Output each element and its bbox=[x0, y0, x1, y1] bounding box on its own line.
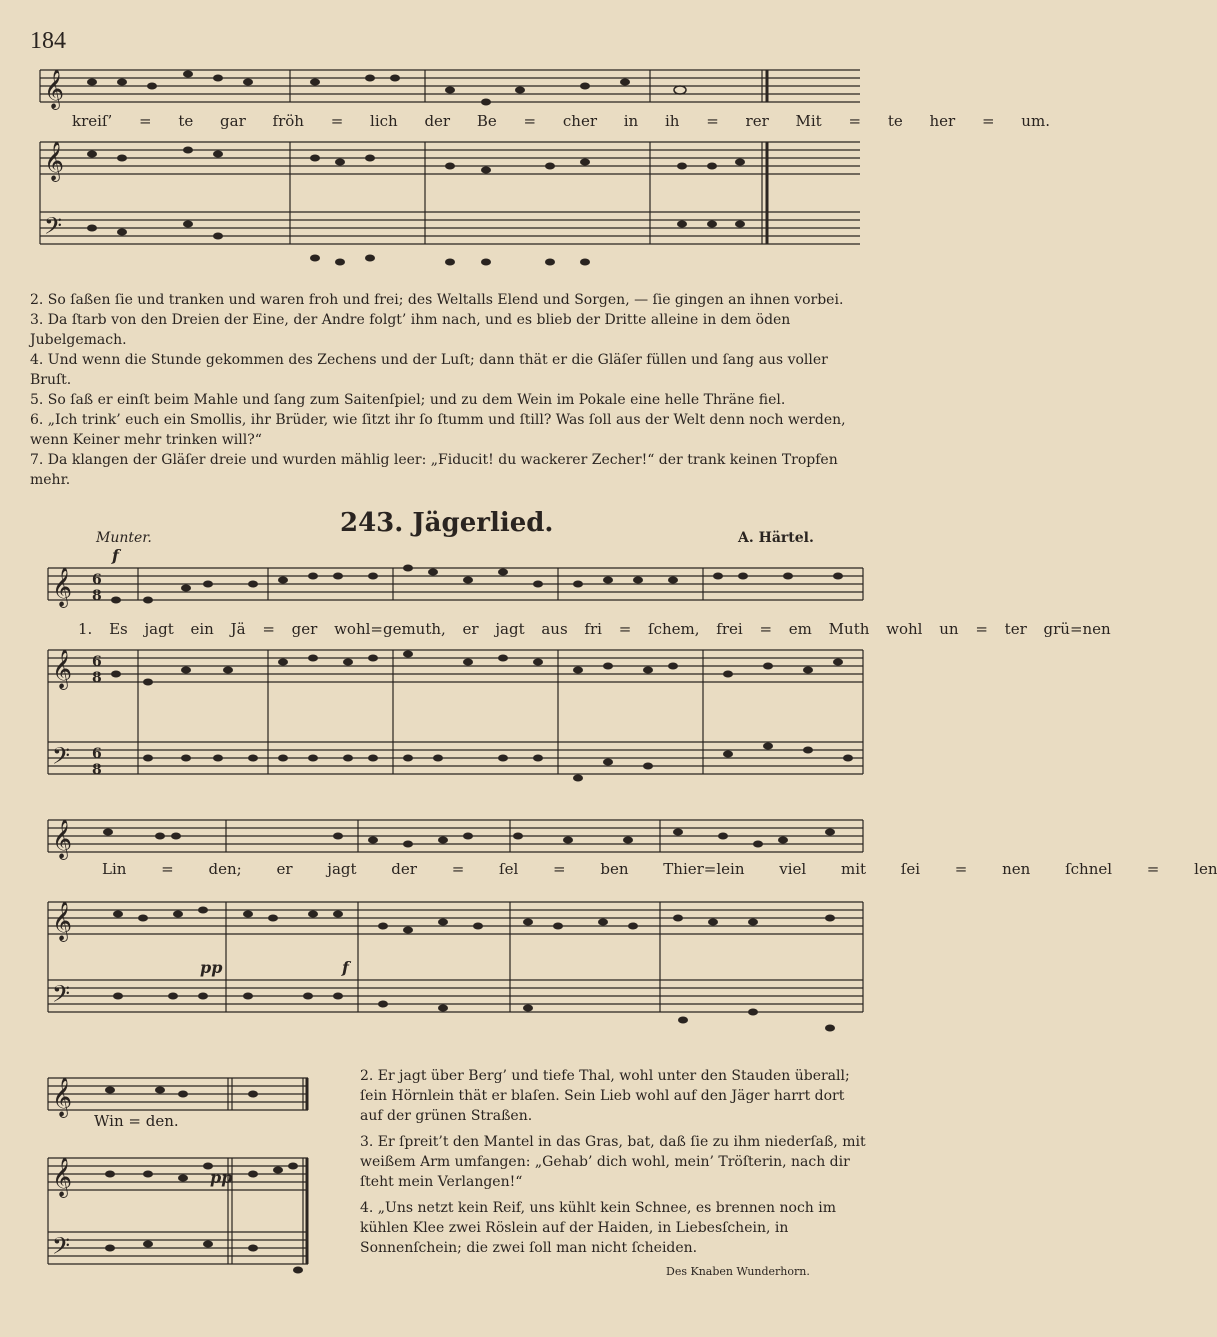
svg-text:𝄞: 𝄞 bbox=[44, 141, 65, 181]
verse-block bbox=[360, 1066, 870, 1258]
svg-text:𝄞: 𝄞 bbox=[52, 1077, 73, 1117]
song-title: 243. Jägerlied. bbox=[340, 508, 554, 538]
lyric-line-3: Win = den. bbox=[94, 1112, 179, 1130]
svg-text:6: 6 bbox=[92, 654, 102, 670]
tempo-marking: Munter. bbox=[96, 530, 152, 546]
svg-text:𝄞: 𝄞 bbox=[44, 69, 65, 109]
composer: A. Härtel. bbox=[738, 530, 814, 546]
verse-prev-5: 5. So ſaß er einſt beim Mahle und ſang zum Saitenſpiel; und zu dem Wein im Pokale eine helle Thräne fiel. bbox=[30, 392, 786, 408]
verse-prev-2: 2. So ſaßen ſie und tranken und waren froh und frei; des Weltalls Elend und Sorgen, — ſie gingen an ihnen vorbei. bbox=[30, 292, 844, 308]
verse-prev-7: 7. Da klangen der Gläſer dreie und wurden mählig leer: „Fiducit! du wackerer Zecher!“ der trank keinen Tropfen mehr. bbox=[30, 452, 838, 488]
lyric-line-1: 1. Es jagt ein Jä = ger wohl=gemuth, er jagt aus fri = ſchem, frei = em Muth wohl un = ter grü=nen bbox=[78, 620, 1111, 638]
verse-3: 3. Er ſpreit’t den Mantel in das Gras, bat, daß ſie zu ihm niederſaß, mit weißem Arm umfangen: „Gehab’ dich wohl, mein’ Tröſterin, nach dir ſteht mein Verlangen!“ bbox=[360, 1134, 866, 1190]
svg-text:𝄞: 𝄞 bbox=[52, 567, 73, 607]
svg-text:𝄢: 𝄢 bbox=[44, 212, 63, 245]
dynamic-forte: f bbox=[112, 546, 119, 565]
verse-4: 4. „Uns netzt kein Reif, uns kühlt kein Schnee, es brennen noch im kühlen Klee zwei Röslein auf der Haiden, in Liebesſchein, in Sonnenſchein; die zwei ſoll man nicht ſcheiden. bbox=[360, 1200, 837, 1256]
svg-text:𝄢: 𝄢 bbox=[52, 980, 71, 1013]
verse-prev-3: 3. Da ſtarb von den Dreien der Eine, der Andre folgt’ ihm nach, und es blieb der Dritte alleine in dem öden Jubelgemach. bbox=[30, 312, 791, 348]
svg-text:𝄞: 𝄞 bbox=[52, 1157, 73, 1197]
svg-text:𝄢: 𝄢 bbox=[52, 1232, 71, 1265]
page-number: 184 bbox=[30, 28, 66, 54]
svg-text:𝄞: 𝄞 bbox=[52, 819, 73, 859]
dynamic-pianissimo-1: pp bbox=[200, 958, 223, 977]
dynamic-forte-2: f bbox=[342, 958, 349, 977]
lyric-line-prev: kreiſ’ = te gar fröh = lich der Be = cher in ih = rer Mit = te her = um. bbox=[72, 112, 1050, 130]
dynamic-pianissimo-2: pp bbox=[210, 1168, 233, 1187]
verse-prev-6: 6. „Ich trink’ euch ein Smollis, ihr Brüder, wie ſitzt ihr ſo ſtumm und ſtill? Was ſoll aus der Welt denn noch werden, wenn Keiner mehr trinken will?“ bbox=[30, 412, 846, 448]
source-credit: Des Knaben Wunderhorn. bbox=[666, 1265, 810, 1278]
svg-text:6: 6 bbox=[92, 572, 102, 588]
svg-text:𝄞: 𝄞 bbox=[52, 649, 73, 689]
music-system-3 bbox=[48, 812, 863, 1062]
lyric-line-2: Lin = den; er jagt der = ſel = ben Thier=lein viel mit ſei = nen ſchnel = len bbox=[102, 860, 1217, 878]
svg-text:𝄞: 𝄞 bbox=[52, 901, 73, 941]
verse-block-prev bbox=[30, 290, 862, 490]
music-system-1 bbox=[40, 62, 860, 282]
svg-text:𝄢: 𝄢 bbox=[52, 742, 71, 775]
music-system-4 bbox=[48, 1070, 348, 1285]
svg-text:8: 8 bbox=[92, 588, 102, 604]
svg-text:8: 8 bbox=[92, 762, 102, 778]
verse-2: 2. Er jagt über Berg’ und tiefe Thal, wohl unter den Stauden überall; ſein Hörnlein thät er blaſen. Sein Lieb wohl auf den Jäger harrt dort auf der grünen Straßen. bbox=[360, 1068, 850, 1124]
svg-text:8: 8 bbox=[92, 670, 102, 686]
music-system-2 bbox=[48, 560, 863, 795]
svg-text:6: 6 bbox=[92, 746, 102, 762]
verse-prev-4: 4. Und wenn die Stunde gekommen des Zechens und der Luſt; dann thät er die Gläſer füllen und ſang aus voller Bruſt. bbox=[30, 352, 828, 388]
